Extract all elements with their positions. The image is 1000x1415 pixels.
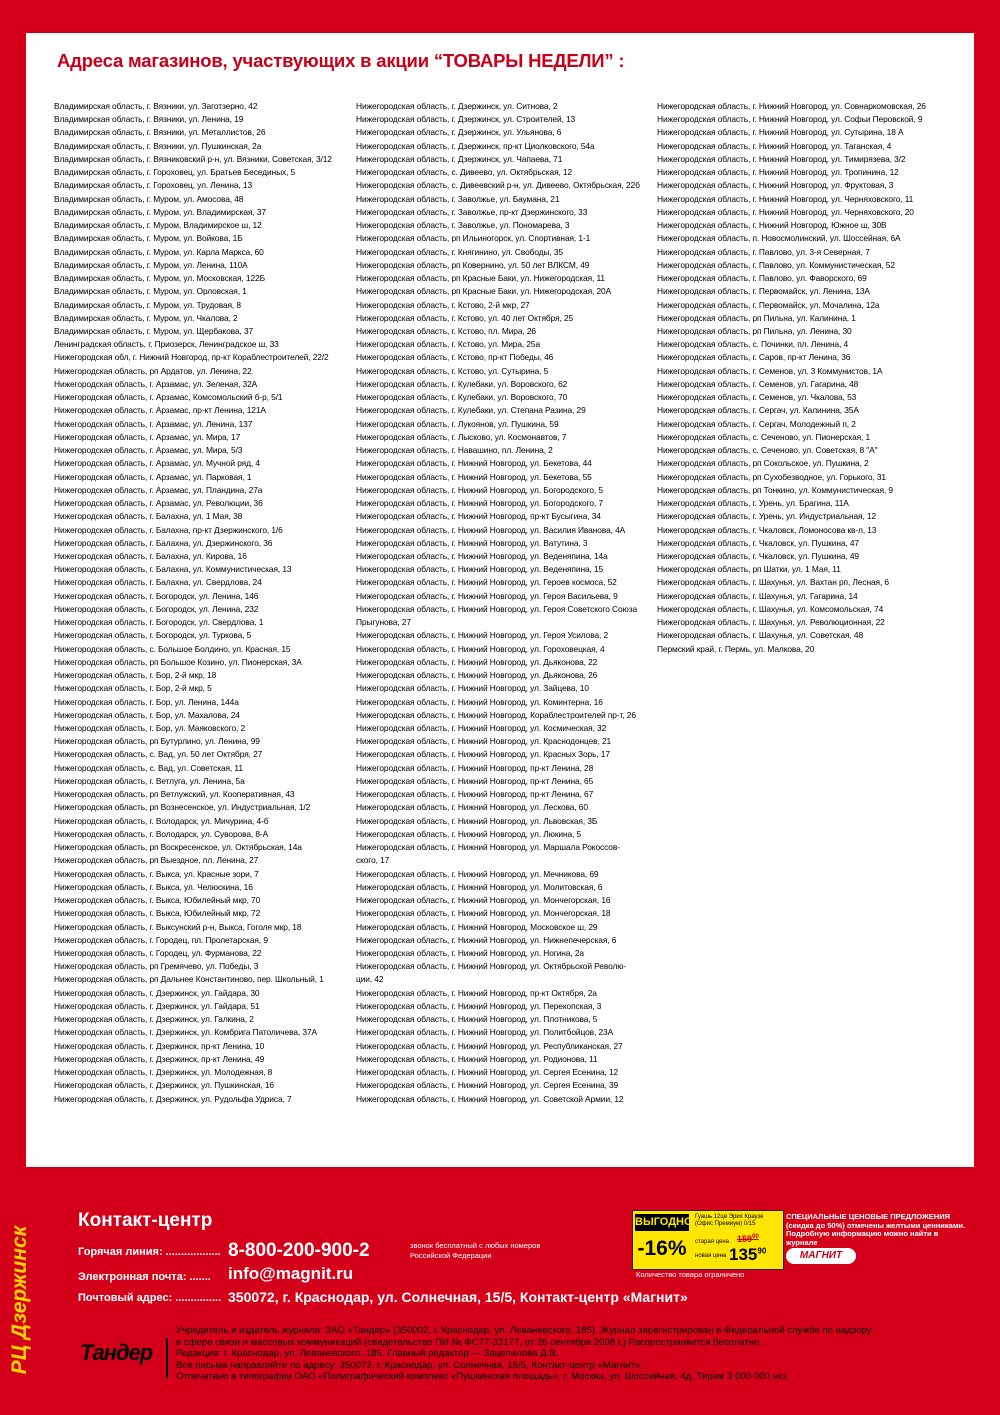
store-address: Нижегородская область, г. Дзержинск, ул. Комбрига Патоличева, 37А (54, 1027, 317, 1038)
store-address: Нижегородская область, г. Нижний Новгород, ул. Черняховского, 11 (657, 193, 914, 204)
store-address: Нижегородская область, г. Нижний Новгород, ул. Совнаркомовская, 26 (657, 101, 926, 111)
address-column-1 (54, 100, 352, 1106)
price-tag-sample (632, 1210, 784, 1270)
new-price-rub: 135 (729, 1245, 758, 1264)
store-address: Нижегородская область, г. Дзержинск, пр-кт Ленина, 49 (54, 1053, 265, 1064)
store-address: Нижегородская область, г. Нижний Новгород, ул. Ватутина, 3 (356, 537, 588, 548)
store-address: Нижегородская область, г. Богородск, ул. Свердлова, 1 (54, 617, 264, 628)
store-address: Нижегородская область, г. Дзержинск, ул. Пушкинская, 16 (54, 1080, 274, 1091)
imprint-line: Отпечатано в типографии ОАО «Полиграфический комплекс «Пушкинская площадь», г. Москва, ул. Шоссейная, 4д. Тираж 3 000 000 экз. (176, 1371, 789, 1382)
store-address: Нижегородская область, г. Кстово, пр-кт Победы, 46 (356, 352, 554, 363)
store-address: Нижегородская область, г. Нижний Новгород, ул. Богородского, 7 (356, 498, 603, 509)
store-address: Нижегородская область, г. Кстово, ул. 40 лет Октября, 25 (356, 312, 574, 323)
store-address: Нижегородская область, г. Балахна, ул. Коммунистическая, 13 (54, 564, 292, 575)
store-address: Нижегородская область, г. Арзамас, ул. Ленина, 137 (54, 418, 253, 429)
store-address: Прыгунова, 27 (356, 617, 411, 628)
promo-badge: ВЫГОДНО (635, 1214, 689, 1231)
store-address: Нижегородская область, г. Бор, ул. Маяковского, 2 (54, 723, 246, 734)
store-address: Нижегородская область, г. Павлово, ул. Фаворского, 69 (657, 273, 867, 284)
store-address: Нижегородская область, г. Княгинино, ул. Свободы, 35 (356, 246, 563, 257)
store-address: Нижегородская область, г. Нижний Новгород, ул. Героев космоса, 52 (356, 577, 617, 588)
logo-divider (166, 1338, 168, 1378)
store-address: Нижегородская область, г. Арзамас, ул. Зеленая, 32А (54, 378, 258, 389)
store-address: Нижегородская область, г. Бор, ул. Махалова, 24 (54, 709, 240, 720)
store-address: Нижегородская область, г. Дзержинск, ул. Гайдара, 51 (54, 1000, 260, 1011)
store-address: Нижегородская область, г. Кстово, 2-й мкр, 27 (356, 299, 530, 310)
store-address: Ленинградская область, г. Приозерск, Ленинградское ш, 33 (54, 339, 279, 350)
store-address: Нижегородская область, г. Нижний Новгород, пр-кт Ленина, 28 (356, 762, 594, 773)
store-address: Нижегородская область, г. Выкса, ул. Челюскина, 16 (54, 881, 253, 892)
store-address: Нижегородская область, с. Сеченово, ул. Пионерская, 1 (657, 431, 871, 442)
store-address: Нижегородская область, г. Городец, пл. Пролетарская, 9 (54, 934, 268, 945)
store-address: Нижегородская область, г. Нижний Новгород, ул. Героя Васильева, 9 (356, 590, 618, 601)
store-address: Владимирская область, г. Муром, ул. Войкова, 1Б (54, 233, 243, 244)
store-address: Нижегородская область, г. Семенов, ул. 3 Коммунистов, 1А (657, 365, 883, 376)
store-address: Нижегородская область, г. Выксунский р-н, Выкса, Гоголя мкр, 18 (54, 921, 302, 932)
store-address: Нижегородская область, г. Выкса, Юбилейный мкр, 70 (54, 895, 261, 906)
publisher-imprint (176, 1325, 976, 1383)
store-address: Нижегородская область, г. Нижний Новгород, ул. Черняховского, 20 (657, 206, 914, 217)
store-address: Нижегородская область, г. Богородск, ул. Ленина, 146 (54, 590, 259, 601)
imprint-line: Все письма направляйте по адресу: 350072, г. Краснодар, ул. Солнечная, 15/5, Контакт-центр «Магнит». (176, 1359, 643, 1371)
store-address: Владимирская область, г. Муром, ул. Московская, 122Б (54, 273, 265, 284)
store-address: Нижегородская область, рп Ардатов, ул. Ленина, 22 (54, 365, 252, 376)
store-address: Владимирская область, г. Муром, ул. Орловская, 1 (54, 286, 247, 297)
store-address: Нижегородская область, г. Нижний Новгород, ул. Веденяпина, 14а (356, 550, 608, 561)
store-address: Нижегородская область, г. Шахунья, ул. Комсомольская, 74 (657, 603, 884, 614)
store-address: Нижегородская область, г. Нижний Новгород, ул. Космическая, 32 (356, 723, 607, 734)
store-address: Нижегородская область, г. Шахунья, ул. Гагарина, 14 (657, 590, 858, 601)
store-address: Нижегородская область, г. Нижний Новгород, ул. Таганская, 4 (657, 140, 892, 151)
store-address: Нижегородская область, п. Новосмолинский, ул. Шоссейная, 6А (657, 233, 901, 244)
store-address: Нижегородская область, г. Нижний Новгород, ул. Ногина, 2а (356, 948, 584, 958)
store-address: Нижегородская область, г. Нижний Новгород, ул. Плотникова, 5 (356, 1014, 598, 1025)
store-address: Нижегородская область, г. Дзержинск, ул. Галкина, 2 (54, 1014, 254, 1025)
store-address: Нижегородская область, г. Семенов, ул. Чкалова, 53 (657, 392, 857, 403)
store-address: Нижегородская область, рп Пильна, ул. Ленина, 30 (657, 325, 852, 336)
store-address: Нижегородская область, рп Сокольское, ул. Пушкина, 2 (657, 458, 869, 469)
email-link[interactable]: info@magnit.ru (228, 1264, 354, 1283)
store-address: Владимирская область, г. Вязниковский р-н, ул. Вязники, Советская, 3/12 (54, 153, 332, 164)
store-address: Нижегородская область, г. Нижний Новгород, ул. Героя Советского Союза (356, 603, 638, 614)
store-address: Нижегородская область, г. Балахна, ул. Дзержинского, 36 (54, 537, 273, 548)
store-address: Нижегородская область, г. Нижний Новгород, Кораблестроителей пр-т, 26 (356, 709, 636, 720)
store-address: Нижегородская область, г. Нижний Новгород, ул. Сутырина, 18 А (657, 127, 904, 138)
store-address: Нижегородская область, г. Лукоянов, ул. Пушкина, 59 (356, 418, 559, 429)
old-price (737, 1234, 759, 1244)
store-address: Нижегородская область, г. Нижний Новгород, пр-кт Ленина, 65 (356, 775, 594, 786)
store-address: Нижегородская область, г. Нижний Новгород, ул. Мечникова, 69 (356, 868, 599, 879)
store-address: Нижегородская область, рп Выездное, пл. Ленина, 27 (54, 855, 259, 866)
store-address: Нижегородская область, г. Нижний Новгород, пр-кт Ленина, 67 (356, 789, 594, 800)
contact-center-title: Контакт-центр (78, 1210, 213, 1231)
store-address: Нижегородская область, г. Нижний Новгород, ул. Перекопская, 3 (356, 1000, 602, 1011)
store-address: Нижегородская область, г. Сергач, Молодежный п, 2 (657, 418, 856, 429)
store-address: Нижегородская область, рп Бутурлино, ул. Ленина, 99 (54, 736, 260, 747)
store-address: Нижегородская область, г. Богородск, ул. Ленина, 232 (54, 603, 259, 614)
store-address: ции, 42 (356, 974, 384, 985)
store-address: Нижегородская область, г. Нижний Новгород, ул. Маршала Рокоссов- (356, 842, 620, 853)
store-address: Нижегородская область, г. Нижний Новгород, ул. Красных Зорь, 17 (356, 749, 610, 760)
store-address: Владимирская область, г. Муром, ул. Владимирская, 37 (54, 206, 266, 217)
store-address: Нижегородская область, г. Сергач, ул. Калинина, 35А (657, 405, 859, 416)
store-address: Нижегородская область, г. Дзержинск, ул. Ульянова, 6 (356, 127, 562, 138)
store-address: Нижегородская область, г. Шахунья, ул. Вахтан рп, Лесная, 6 (657, 577, 889, 588)
store-address: Нижегородская область, г. Дзержинск, ул. Чапаева, 71 (356, 153, 563, 164)
store-address: Нижегородская область, г. Бор, 2-й мкр, 18 (54, 670, 217, 681)
postal-address: 350072, г. Краснодар, ул. Солнечная, 15/5, Контакт-центр «Магнит» (228, 1289, 688, 1305)
store-address: Нижегородская область, г. Нижний Новгород, пр-кт Бусыгина, 34 (356, 511, 601, 522)
store-address: Нижегородская обл, г. Нижний Новгород, пр-кт Кораблестроителей, 22/2 (54, 352, 329, 363)
store-address: Нижегородская область, г. Чкаловск, Ломоносова кв-л, 13 (657, 524, 877, 535)
store-address: Нижегородская область, г. Павлово, ул. Коммунистическая, 52 (657, 259, 895, 270)
store-address: Владимирская область, г. Муром, ул. Щербакова, 37 (54, 325, 254, 336)
imprint-line: в сфере связи и массовых коммуникаций (свидетельство ПИ № ФС77-33177, от 26 сентября 2008 г.) Распространяется бесплатно. (176, 1336, 763, 1348)
store-address: Владимирская область, г. Вязники, ул. Заготзерно, 42 (54, 101, 258, 111)
new-price (729, 1245, 766, 1265)
promo-footnote: Количество товара ограничено (636, 1270, 745, 1279)
store-address: Нижегородская область, г. Нижний Новгород, ул. Львовская, 3Б (356, 815, 598, 826)
store-address: Нижегородская область, рп Большое Козино, ул. Пионерская, 3А (54, 656, 302, 667)
store-address: Нижегородская область, г. Дзержинск, ул. Гайдара, 30 (54, 987, 260, 998)
tander-logo-text: Тандер (80, 1340, 153, 1365)
store-address: Нижегородская область, г. Арзамас, ул. Революции, 36 (54, 498, 263, 509)
store-address: Нижегородская область, рп Красные Баки, ул. Нижегородская, 20А (356, 286, 612, 297)
store-address: Нижегородская область, г. Чкаловск, ул. Пушкина, 49 (657, 550, 859, 561)
tander-logo (78, 1330, 156, 1380)
store-address: Нижегородская область, рп Шатки, ул. 1 Мая, 11 (657, 564, 841, 575)
promo-product: Гуашь 12цв Эрих Краузе (Офис Премиум) 0/15 (695, 1214, 764, 1227)
store-address: Нижегородская область, г. Балахна, ул. Свердлова, 24 (54, 577, 262, 588)
store-address: Нижегородская область, г. Нижний Новгород, ул. Гороховецкая, 4 (356, 643, 605, 654)
store-address: Владимирская область, г. Гороховец, ул. Братьев Бесединых, 5 (54, 167, 296, 178)
email-label: Электронная почта: ....... (78, 1271, 211, 1283)
store-address: Нижегородская область, г. Дзержинск, ул. Строителей, 13 (356, 114, 576, 125)
store-address: Нижегородская область, г. Арзамас, ул. Мучной ряд, 4 (54, 458, 260, 469)
address-column-2 (356, 100, 652, 1106)
store-address: Нижегородская область, г. Шахунья, ул. Советская, 48 (657, 630, 864, 641)
store-address: Нижегородская область, г. Нижний Новгород, ул. Василия Иванова, 4А (356, 524, 626, 535)
store-address: Нижегородская область, рп Пильна, ул. Калинина, 1 (657, 312, 856, 323)
page-title: Адреса магазинов, участвующих в акции “ТОВАРЫ НЕДЕЛИ” : (57, 50, 625, 71)
store-address: Нижегородская область, г. Заволжье, пр-кт Дзержинского, 33 (356, 206, 588, 217)
store-address: Нижегородская область, г. Урень, ул. Индустриальная, 12 (657, 511, 877, 522)
store-address: Нижегородская область, г. Нижний Новгород, ул. Софьи Перовской, 9 (657, 114, 923, 125)
store-address: Нижегородская область, рп Воскресенское, ул. Октябрьская, 14а (54, 842, 302, 853)
store-address: Нижегородская область, г. Балахна, пр-кт Дзержинского, 1/6 (54, 524, 283, 535)
store-address: Нижегородская область, г. Нижний Новгород, ул. Бекетова, 55 (356, 471, 592, 482)
magnit-logo: МАГНИТ (786, 1248, 856, 1264)
new-price-kop: 90 (757, 1246, 767, 1256)
store-address: Нижегородская область, г. Лысково, ул. Космонавтов, 7 (356, 431, 567, 442)
old-price-caption: старая цена (695, 1239, 729, 1245)
old-price-rub: 159 (737, 1234, 753, 1244)
store-address: Нижегородская область, г. Шахунья, ул. Революционная, 22 (657, 617, 885, 628)
store-address: Нижегородская область, г. Нижний Новгород, ул. Веденяпина, 15 (356, 564, 604, 575)
store-address: Нижегородская область, рп Тонкино, ул. Коммунистическая, 9 (657, 484, 893, 495)
store-address: Нижегородская область, рп Красные Баки, ул. Нижегородская, 11 (356, 273, 605, 284)
store-address: Нижегородская область, г. Нижний Новгород, ул. Нижнепечерская, 6 (356, 934, 617, 945)
imprint-line: Редакция: г. Краснодар, ул. Леваневского, 185. Главный редактор — Зацепилова Д.В. (176, 1348, 559, 1359)
store-address: Нижегородская область, г. Нижний Новгород, ул. Люкина, 5 (356, 828, 582, 839)
store-address: Нижегородская область, г. Нижний Новгород, ул. Бекетова, 44 (356, 458, 592, 469)
store-address: Нижегородская область, г. Нижний Новгород, ул. Политбойцов, 23А (356, 1027, 614, 1038)
side-label-text: РЦ Дзержинск (8, 1225, 31, 1375)
store-address: Нижегородская область, г. Городец, ул. Фурманова, 22 (54, 948, 262, 958)
store-address: Нижегородская область, г. Нижний Новгород, ул. Сергея Есенина, 12 (356, 1067, 619, 1078)
store-address: Нижегородская область, г. Нижний Новгород, ул. Октябрьской Револю- (356, 961, 627, 972)
promo-discount: -16% (637, 1237, 687, 1260)
store-address: Владимирская область, г. Муром, ул. Чкалова, 2 (54, 312, 238, 323)
store-address: Нижегородская область, г. Нижний Новгород, ул. Лескова, 60 (356, 802, 588, 813)
store-address: Нижегородская область, г. Чкаловск, ул. Пушкина, 47 (657, 537, 859, 548)
store-address: Нижегородская область, г. Первомайск, ул. Ленина, 13А (657, 286, 870, 297)
store-address: Нижегородская область, г. Нижний Новгород, ул. Мончегорская, 16 (356, 895, 611, 906)
store-address: Нижегородская область, г. Балахна, ул. 1 Мая, 38 (54, 511, 243, 522)
store-address: Нижегородская область, г. Павлово, ул. 3-я Северная, 7 (657, 246, 870, 257)
store-address: Нижегородская область, г. Арзамас, Комсомольский б-р, 5/1 (54, 392, 283, 403)
store-address: Владимирская область, г. Вязники, ул. Металлистов, 26 (54, 127, 266, 138)
store-address: Нижегородская область, г. Выкса, Юбилейный мкр, 72 (54, 908, 261, 919)
store-address: Нижегородская область, г. Нижний Новгород, ул. Героя Усилова, 2 (356, 630, 609, 641)
store-address: Владимирская область, г. Гороховец, ул. Ленина, 13 (54, 180, 253, 191)
store-address: Нижегородская область, рп Ветлужский, ул. Кооперативная, 43 (54, 789, 295, 800)
store-address: ского, 17 (356, 855, 390, 866)
store-address: Нижегородская область, с. Дивеево, ул. Октябрьская, 12 (356, 167, 573, 178)
store-address: Нижегородская область, г. Нижний Новгород, пр-кт Октября, 2а (356, 987, 597, 998)
store-address: Нижегородская область, г. Первомайск, ул. Мочалина, 12а (657, 299, 880, 310)
store-address: Нижегородская область, г. Арзамас, ул. Мира, 17 (54, 431, 241, 442)
store-address: Владимирская область, г. Вязники, ул. Пушкинская, 2а (54, 140, 262, 151)
store-address: Нижегородская область, г. Нижний Новгород, ул. Краснодонцев, 21 (356, 736, 612, 747)
store-address: Нижегородская область, г. Дзержинск, ул. Рудольфа Удриса, 7 (54, 1093, 292, 1104)
store-address: Нижегородская область, с. Вад, ул. 50 лет Октября, 27 (54, 749, 263, 760)
store-address: Нижегородская область, г. Нижний Новгород, Московское ш, 29 (356, 921, 598, 932)
store-address: Нижегородская область, г. Богородск, ул. Туркова, 5 (54, 630, 252, 641)
store-address: Нижегородская область, рп Ильиногорск, ул. Спортивная, 1-1 (356, 233, 591, 244)
store-address: Пермский край, г. Пермь, ул. Малкова, 20 (657, 643, 815, 654)
postal-address-label: Почтовый адрес: ............... (78, 1292, 222, 1304)
store-address: Нижегородская область, г. Володарск, ул. Суворова, 8-А (54, 828, 269, 839)
hotline-label: Горячая линия: .................. (78, 1246, 221, 1258)
address-column-3 (657, 100, 957, 656)
store-address: Владимирская область, г. Муром, ул. Карла Маркса, 60 (54, 246, 264, 257)
address-panel (26, 33, 974, 1167)
store-address: Нижегородская область, рп Ковернино, ул. 50 лет ВЛКСМ, 49 (356, 259, 590, 270)
store-address: Нижегородская область, рп Сухобезводное, ул. Горького, 31 (657, 471, 886, 482)
store-address: Нижегородская область, г. Володарск, ул. Мичурина, 4-б (54, 815, 269, 826)
store-address: Нижегородская область, г. Кулебаки, ул. Степана Разина, 29 (356, 405, 586, 416)
store-address: Нижегородская область, г. Нижний Новгород, ул. Молитовская, 6 (356, 881, 603, 892)
store-address: Нижегородская область, г. Дзержинск, ул. Молодежная, 8 (54, 1067, 273, 1078)
old-price-kop: 90 (752, 1234, 759, 1240)
store-address: Нижегородская область, с. Большое Болдино, ул. Красная, 15 (54, 643, 291, 654)
special-offers-note: СПЕЦИАЛЬНЫЕ ЦЕНОВЫЕ ПРЕДЛОЖЕНИЯ (скидка до 50%) отмечены желтыми ценниками. Подробную информацию можно найти в журнале (786, 1212, 966, 1247)
store-address: Нижегородская область, г. Урень, ул. Брагина, 11А (657, 498, 849, 509)
store-address: Нижегородская область, г. Нижний Новгород, ул. Республиканская, 27 (356, 1040, 623, 1051)
store-address: Нижегородская область, г. Навашино, пл. Ленина, 2 (356, 445, 553, 456)
store-address: Нижегородская область, г. Нижний Новгород, Южное ш, 30В (657, 220, 887, 231)
store-address: Нижегородская область, г. Кулебаки, ул. Воровского, 70 (356, 392, 568, 403)
store-address: Нижегородская область, г. Арзамас, ул. Парковая, 1 (54, 471, 252, 482)
store-address: Нижегородская область, рп Дальнее Константиново, пер. Школьный, 1 (54, 974, 324, 985)
store-address: Нижегородская область, г. Саров, пр-кт Ленина, 36 (657, 352, 851, 363)
store-address: Нижегородская область, г. Арзамас, ул. Мира, 5/3 (54, 445, 243, 456)
store-address: Нижегородская область, с. Сеченово, ул. Советская, 8 "А" (657, 445, 878, 456)
store-address: Нижегородская область, рп Гремячево, ул. Победы, 3 (54, 961, 259, 972)
new-price-caption: новая цена (695, 1253, 727, 1259)
store-address: Нижегородская область, г. Выкса, ул. Красные зори, 7 (54, 868, 259, 879)
store-address: Нижегородская область, г. Нижний Новгород, ул. Мончегорская, 18 (356, 908, 611, 919)
store-address: Нижегородская область, г. Кстово, ул. Мира, 25а (356, 339, 541, 350)
hotline-note: звонок бесплатный с любых номеров Российской Федерации (410, 1241, 541, 1260)
store-address: Нижегородская область, с. Вад, ул. Советская, 11 (54, 762, 243, 773)
store-address: Нижегородская область, г. Нижний Новгород, ул. Фруктовая, 3 (657, 180, 894, 191)
side-label (0, 1185, 40, 1415)
store-address: Нижегородская область, г. Арзамас, пр-кт Ленина, 121А (54, 405, 266, 416)
store-address: Нижегородская область, г. Нижний Новгород, ул. Дьяконова, 22 (356, 656, 598, 667)
store-address: Нижегородская область, г. Бор, 2-й мкр, 5 (54, 683, 212, 694)
hotline-phone-link[interactable]: 8-800-200-900-2 (228, 1240, 370, 1261)
store-address: Нижегородская область, г. Балахна, ул. Кирова, 16 (54, 550, 247, 561)
store-address: Нижегородская область, г. Заволжье, ул. Пономарева, 3 (356, 220, 570, 231)
store-address: Нижегородская область, г. Нижний Новгород, ул. Зайцева, 10 (356, 683, 589, 694)
store-address: Нижегородская область, г. Нижний Новгород, ул. Коминтерна, 16 (356, 696, 603, 707)
store-address: Нижегородская область, г. Нижний Новгород, ул. Дьяконова, 26 (356, 670, 598, 681)
store-address: Нижегородская область, г. Нижний Новгород, ул. Советской Армии, 12 (356, 1093, 624, 1104)
store-address: Нижегородская область, с. Дивеевский р-н, ул. Дивеево, Октябрьская, 22б (356, 180, 640, 191)
store-address: Нижегородская область, г. Семенов, ул. Гагарина, 48 (657, 378, 859, 389)
store-address: Нижегородская область, г. Нижний Новгород, ул. Тропинина, 12 (657, 167, 899, 178)
store-address: Нижегородская область, г. Кстово, пл. Мира, 26 (356, 325, 536, 336)
store-address: Владимирская область, г. Вязники, ул. Ленина, 19 (54, 114, 244, 125)
store-address: Владимирская область, г. Муром, ул. Ленина, 110А (54, 259, 248, 270)
store-address: Нижегородская область, г. Нижний Новгород, ул. Богородского, 5 (356, 484, 603, 495)
store-address: Нижегородская область, г. Дзержинск, ул. Ситнова, 2 (356, 101, 558, 111)
store-address: Нижегородская область, г. Ветлуга, ул. Ленина, 5а (54, 775, 245, 786)
store-address: Владимирская область, г. Муром, ул. Трудовая, 8 (54, 299, 241, 310)
store-address: Нижегородская область, г. Кстово, ул. Сутырина, 5 (356, 365, 549, 376)
store-address: Нижегородская область, г. Дзержинск, пр-кт Ленина, 10 (54, 1040, 265, 1051)
store-address: Нижегородская область, г. Нижний Новгород, ул. Сергея Есенина, 39 (356, 1080, 619, 1091)
store-address: Нижегородская область, г. Дзержинск, пр-кт Циолковского, 54а (356, 140, 595, 151)
store-address: Нижегородская область, г. Арзамас, ул. Пландина, 27а (54, 484, 263, 495)
store-address: Владимирская область, г. Муром, ул. Амосова, 48 (54, 193, 244, 204)
store-address: Нижегородская область, г. Нижний Новгород, ул. Тимирязева, 3/2 (657, 153, 906, 164)
store-address: Нижегородская область, г. Бор, ул. Ленина, 144а (54, 696, 239, 707)
store-address: Нижегородская область, г. Заволжье, ул. Баумана, 21 (356, 193, 560, 204)
store-address: Нижегородская область, г. Кулебаки, ул. Воровского, 62 (356, 378, 568, 389)
store-address: Владимирская область, г. Муром, Владимирское ш, 12 (54, 220, 262, 231)
store-address: Нижегородская область, рп Вознесенское, ул. Индустриальная, 1/2 (54, 802, 311, 813)
store-address: Нижегородская область, с. Починки, пл. Ленина, 4 (657, 339, 849, 350)
store-address: Нижегородская область, г. Нижний Новгород, ул. Родионова, 11 (356, 1053, 598, 1064)
imprint-line: Учредитель и издатель журнала: ЗАО «Тандер» (350002, г. Краснодар, ул. Леваневского, 185). Журнал зарегистрирован в Федеральной службе по надзору (176, 1325, 872, 1336)
